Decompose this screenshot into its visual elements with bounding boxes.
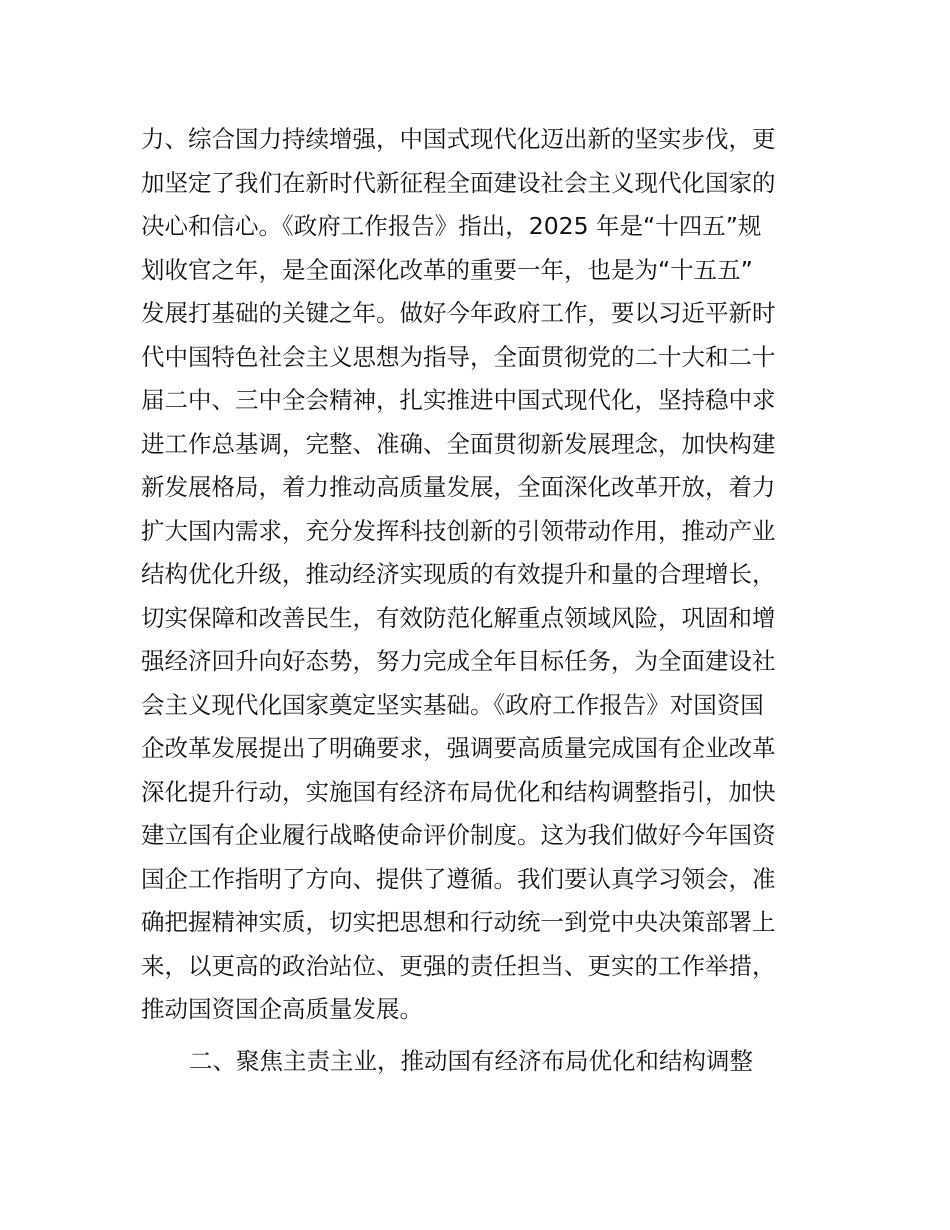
paragraph-line: 加坚定了我们在新时代新征程全面建设社会主义现代化国家的 <box>141 168 776 197</box>
paragraph-line: 新发展格局，着力推动高质量发展，全面深化改革开放，着力 <box>141 473 776 501</box>
paragraph-line: 代中国特色社会主义思想为指导，全面贯彻党的二十大和二十 <box>141 342 776 371</box>
paragraph-line: 届二中、三中全会精神，扎实推进中国式现代化，坚持稳中求 <box>141 386 776 414</box>
document-body <box>141 118 821 1083</box>
paragraph-line: 切实保障和改善民生，有效防范化解重点领域风险，巩固和增 <box>141 603 776 632</box>
paragraph-line: 强经济回升向好态势，努力完成全年目标任务，为全面建设社 <box>141 647 776 675</box>
paragraph-line: 推动国资国企高质量发展。 <box>141 995 423 1023</box>
section-heading: 二、聚焦主责主业，推动国有经济布局优化和结构调整 <box>189 1046 753 1075</box>
paragraph-line: 企改革发展提出了明确要求，强调要高质量完成国有企业改革 <box>141 734 776 762</box>
paragraph-line: 划收官之年，是全面深化改革的重要一年，也是为“十五五” <box>141 255 753 284</box>
paragraph-line: 国企工作指明了方向、提供了遵循。我们要认真学习领会，准 <box>141 864 776 893</box>
paragraph-line: 确把握精神实质，切实把思想和行动统一到党中央决策部署上 <box>141 908 776 936</box>
paragraph-line: 力、综合国力持续增强，中国式现代化迈出新的坚实步伐，更 <box>141 125 776 153</box>
paragraph-line: 深化提升行动，实施国有经济布局优化和结构调整指引，加快 <box>141 777 776 806</box>
paragraph-line: 进工作总基调，完整、准确、全面贯彻新发展理念，加快构建 <box>141 429 776 458</box>
paragraph-line: 决心和信心。《政府工作报告》指出，2025 年是“十四五”规 <box>141 212 762 240</box>
paragraph-line: 来，以更高的政治站位、更强的责任担当、更实的工作举措， <box>141 951 776 980</box>
paragraph-line: 扩大国内需求，充分发挥科技创新的引领带动作用，推动产业 <box>141 516 776 545</box>
paragraph-line: 建立国有企业履行战略使命评价制度。这为我们做好今年国资 <box>141 821 776 849</box>
paragraph-line: 发展打基础的关键之年。做好今年政府工作，要以习近平新时 <box>141 299 776 327</box>
paragraph-line: 会主义现代化国家奠定坚实基础。《政府工作报告》对国资国 <box>141 690 764 719</box>
paragraph-line: 结构优化升级，推动经济实现质的有效提升和量的合理增长， <box>141 560 776 588</box>
